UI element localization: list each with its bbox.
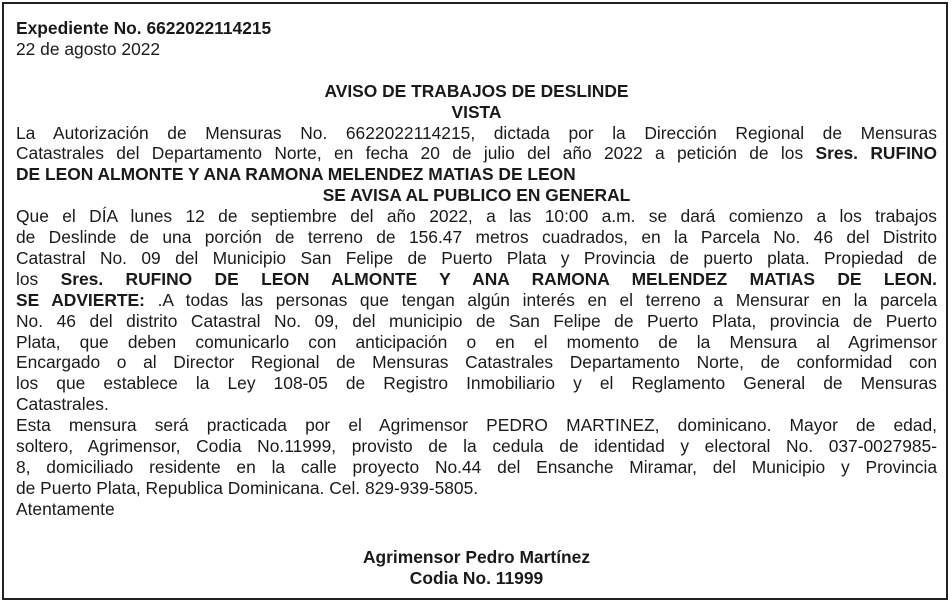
- authorization-paragraph: [16, 123, 937, 186]
- signature-name: Agrimensor Pedro Martínez: [362, 546, 591, 567]
- text-line: SE ADVIERTE: .A todas las personas que tengan algún interés en el terreno a Mensurar en la parcela: [16, 289, 937, 310]
- text-line: Catastrales.: [16, 394, 109, 415]
- text-line: Que el DÍA lunes 12 de septiembre del año 2022, a las 10:00 a.m. se dará comienzo a los trabajos: [16, 206, 937, 227]
- text-line: los que establece la Ley 108-05 de Registro Inmobiliario y el Reglamento General de Mensuras: [16, 373, 937, 394]
- survey-date-paragraph: [16, 206, 937, 290]
- text-line: Esta mensura será practicada por el Agrimensor PEDRO MARTINEZ, dominicano. Mayor de edad,: [16, 415, 937, 436]
- signature-codia: Codia No. 11999: [409, 567, 544, 588]
- expediente-number: Expediente No. 6622022114215: [16, 18, 272, 38]
- text-line: No. 46 del distrito Catastral No. 09, del municipio de San Felipe de Puerto Plata, provincia de Puerto: [16, 310, 937, 331]
- surveyor-paragraph: [16, 415, 937, 499]
- petitioners-names: DE LEON ALMONTE Y ANA RAMONA MELENDEZ MATIAS DE LEON: [16, 164, 576, 185]
- legal-notice: [16, 18, 937, 589]
- notice-title: AVISO DE TRABAJOS DE DESLINDE: [324, 80, 629, 101]
- text-line: los Sres. RUFINO DE LEON ALMONTE Y ANA RAMONA MELENDEZ MATIAS DE LEON.: [16, 268, 938, 289]
- closing-text: Atentamente: [16, 498, 115, 519]
- notice-date: 22 de agosto 2022: [16, 38, 161, 59]
- text-line: soltero, Agrimensor, Codia No.11999, provisto de la cedula de identidad y electoral No. 037-0027985-: [16, 436, 937, 457]
- text-line: Catastral No. 09 del Municipio San Felipe de Puerto Plata y Provincia de puerto plata. Propiedad de: [16, 247, 937, 268]
- notice-subtitle: VISTA: [451, 101, 502, 122]
- warning-paragraph: [16, 290, 937, 415]
- public-notice-heading: SE AVISA AL PUBLICO EN GENERAL: [322, 185, 631, 206]
- text-line: de Puerto Plata, Republica Dominicana. Cel. 829-939-5805.: [16, 477, 479, 498]
- text-line: La Autorización de Mensuras No. 6622022114215, dictada por la Dirección Regional de Mensuras: [16, 122, 937, 143]
- text-line: Catastrales del Departamento Norte, en fecha 20 de julio del año 2022 a petición de los Sres. RUFINO: [16, 143, 937, 164]
- text-line: 8, domiciliado residente en la calle proyecto No.44 del Ensanche Miramar, del Municipio y Provincia: [16, 457, 937, 478]
- text-line: Encargado o al Director Regional de Mensuras Catastrales Departamento Norte, de conformidad con: [16, 352, 937, 373]
- text-line: de Deslinde de una porción de terreno de 156.47 metros cuadrados, en la Parcela No. 46 del Distrito: [16, 227, 937, 248]
- text-line: Plata, que deben comunicarlo con anticipación o en el momento de la Mensura al Agrimensor: [16, 331, 937, 352]
